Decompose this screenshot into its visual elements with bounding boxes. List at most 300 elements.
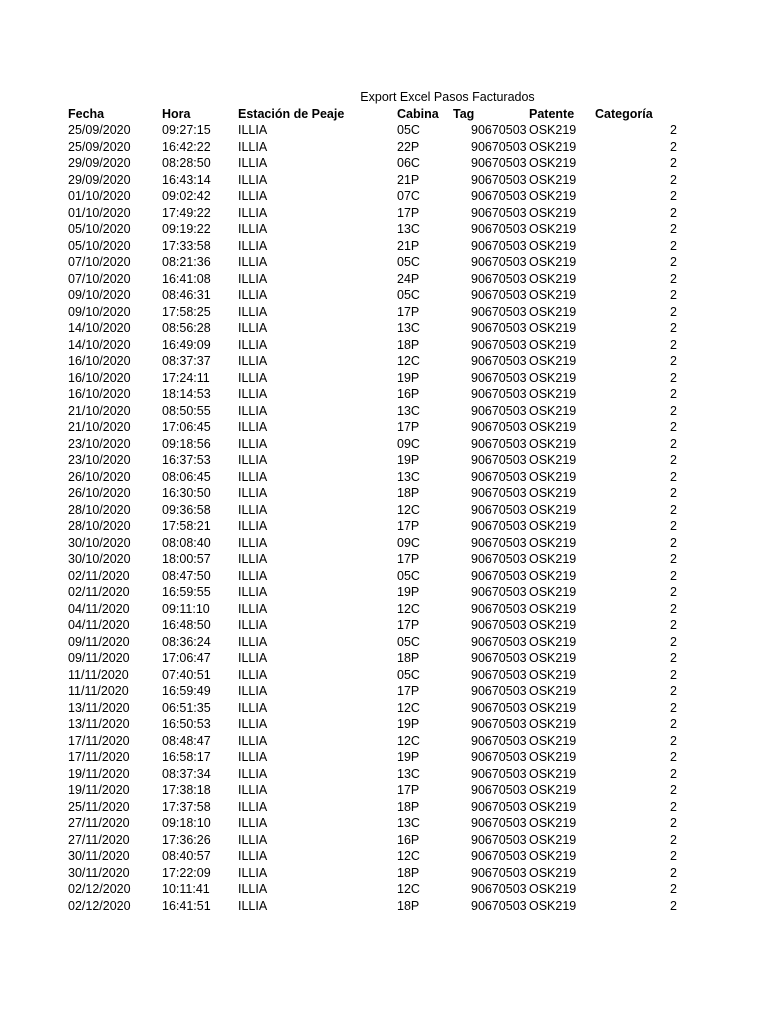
table-row: [0, 155, 768, 172]
cell-hora: 16:37:53: [162, 453, 211, 467]
cell-hora: 07:40:51: [162, 667, 211, 682]
cell-fecha: 14/10/2020: [68, 321, 131, 335]
cell-fecha: 09/10/2020: [68, 304, 131, 319]
cell-hora: 09:27:15: [162, 123, 211, 137]
header-estacion: Estación de Peaje: [238, 107, 345, 121]
cell-patente: OSK219: [529, 750, 577, 764]
cell-hora: 16:59:55: [162, 585, 211, 599]
cell-hora: 17:37:58: [162, 799, 211, 814]
cell-patente: OSK219: [529, 156, 577, 170]
cell-patente: OSK219: [529, 832, 577, 847]
cell-fecha: 30/10/2020: [68, 552, 131, 566]
cell-hora: 16:43:14: [162, 172, 211, 187]
table-row: [0, 419, 768, 436]
cell-categoria: 2: [670, 304, 677, 319]
cell-cabina: 19P: [397, 453, 420, 467]
cell-cabina: 17P: [397, 684, 420, 698]
cell-categoria: 2: [670, 205, 677, 220]
cell-hora: 08:37:37: [162, 354, 211, 368]
table-row: [0, 667, 768, 684]
table-row: [0, 254, 768, 271]
cell-categoria: 2: [670, 585, 677, 599]
cell-categoria: 2: [670, 634, 677, 649]
cell-estacion: ILLIA: [238, 552, 268, 566]
table-row: [0, 700, 768, 717]
cell-categoria: 2: [670, 420, 677, 434]
cell-cabina: 17P: [397, 420, 420, 434]
cell-hora: 08:48:47: [162, 733, 211, 748]
cell-fecha: 02/12/2020: [68, 898, 131, 913]
cell-categoria: 2: [670, 750, 677, 764]
cell-hora: 17:38:18: [162, 783, 211, 797]
cell-tag: 90670503: [471, 733, 527, 748]
cell-hora: 17:06:45: [162, 420, 211, 434]
table-row: [0, 782, 768, 799]
cell-tag: 90670503: [471, 832, 527, 847]
cell-hora: 08:08:40: [162, 535, 211, 550]
cell-estacion: ILLIA: [238, 304, 268, 319]
cell-hora: 17:06:47: [162, 651, 211, 665]
cell-cabina: 09C: [397, 535, 420, 550]
cell-estacion: ILLIA: [238, 733, 268, 748]
cell-categoria: 2: [670, 337, 677, 352]
cell-categoria: 2: [670, 139, 677, 154]
cell-estacion: ILLIA: [238, 651, 268, 665]
cell-patente: OSK219: [529, 453, 577, 467]
cell-categoria: 2: [670, 651, 677, 665]
cell-tag: 90670503: [471, 684, 527, 698]
cell-hora: 17:58:21: [162, 519, 211, 533]
cell-patente: OSK219: [529, 354, 577, 368]
cell-patente: OSK219: [529, 139, 577, 154]
cell-categoria: 2: [670, 816, 677, 830]
cell-categoria: 2: [670, 700, 677, 715]
cell-patente: OSK219: [529, 816, 577, 830]
cell-cabina: 05C: [397, 255, 420, 269]
cell-cabina: 12C: [397, 882, 420, 896]
cell-patente: OSK219: [529, 898, 577, 913]
cell-estacion: ILLIA: [238, 585, 268, 599]
table-row: [0, 205, 768, 222]
cell-patente: OSK219: [529, 618, 577, 632]
cell-cabina: 13C: [397, 766, 420, 781]
cell-cabina: 18P: [397, 865, 420, 880]
cell-categoria: 2: [670, 123, 677, 137]
cell-estacion: ILLIA: [238, 618, 268, 632]
cell-tag: 90670503: [471, 585, 527, 599]
cell-fecha: 23/10/2020: [68, 453, 131, 467]
cell-hora: 16:48:50: [162, 618, 211, 632]
cell-estacion: ILLIA: [238, 634, 268, 649]
cell-fecha: 25/09/2020: [68, 139, 131, 154]
cell-patente: OSK219: [529, 733, 577, 748]
table-row: [0, 386, 768, 403]
cell-tag: 90670503: [471, 519, 527, 533]
cell-cabina: 17P: [397, 783, 420, 797]
cell-estacion: ILLIA: [238, 123, 268, 137]
table-row: [0, 485, 768, 502]
cell-hora: 16:49:09: [162, 337, 211, 352]
table-row: [0, 749, 768, 766]
cell-hora: 08:37:34: [162, 766, 211, 781]
cell-cabina: 18P: [397, 337, 420, 352]
table-row: [0, 568, 768, 585]
cell-categoria: 2: [670, 370, 677, 385]
cell-fecha: 02/11/2020: [68, 568, 130, 583]
cell-tag: 90670503: [471, 816, 527, 830]
cell-estacion: ILLIA: [238, 535, 268, 550]
cell-categoria: 2: [670, 519, 677, 533]
cell-fecha: 09/11/2020: [68, 634, 130, 649]
cell-categoria: 2: [670, 535, 677, 550]
cell-hora: 09:18:10: [162, 816, 211, 830]
cell-cabina: 18P: [397, 651, 420, 665]
cell-tag: 90670503: [471, 321, 527, 335]
cell-patente: OSK219: [529, 420, 577, 434]
cell-hora: 08:21:36: [162, 255, 211, 269]
cell-tag: 90670503: [471, 634, 527, 649]
table-row: [0, 122, 768, 139]
cell-categoria: 2: [670, 667, 677, 682]
cell-cabina: 12C: [397, 700, 420, 715]
table-row: [0, 353, 768, 370]
header-patente: Patente: [529, 107, 575, 121]
cell-fecha: 05/10/2020: [68, 238, 131, 253]
cell-hora: 16:41:08: [162, 271, 211, 286]
cell-tag: 90670503: [471, 123, 527, 137]
cell-cabina: 16P: [397, 832, 420, 847]
cell-fecha: 02/12/2020: [68, 882, 131, 896]
cell-estacion: ILLIA: [238, 139, 268, 154]
cell-estacion: ILLIA: [238, 403, 268, 418]
cell-tag: 90670503: [471, 453, 527, 467]
cell-categoria: 2: [670, 799, 677, 814]
cell-estacion: ILLIA: [238, 750, 268, 764]
cell-cabina: 16P: [397, 387, 420, 401]
cell-tag: 90670503: [471, 255, 527, 269]
cell-fecha: 28/10/2020: [68, 519, 131, 533]
cell-patente: OSK219: [529, 882, 577, 896]
cell-estacion: ILLIA: [238, 172, 268, 187]
cell-estacion: ILLIA: [238, 667, 268, 682]
table-row: [0, 898, 768, 915]
cell-patente: OSK219: [529, 337, 577, 352]
cell-patente: OSK219: [529, 519, 577, 533]
cell-tag: 90670503: [471, 799, 527, 814]
table-row: [0, 535, 768, 552]
cell-fecha: 04/11/2020: [68, 601, 130, 616]
cell-categoria: 2: [670, 717, 677, 731]
cell-cabina: 12C: [397, 733, 420, 748]
cell-patente: OSK219: [529, 436, 577, 451]
cell-fecha: 14/10/2020: [68, 337, 131, 352]
cell-estacion: ILLIA: [238, 882, 268, 896]
cell-fecha: 01/10/2020: [68, 205, 131, 220]
cell-estacion: ILLIA: [238, 717, 268, 731]
cell-fecha: 13/11/2020: [68, 717, 130, 731]
cell-hora: 08:47:50: [162, 568, 211, 583]
cell-categoria: 2: [670, 882, 677, 896]
cell-categoria: 2: [670, 486, 677, 500]
table-row: [0, 139, 768, 156]
table-row: [0, 172, 768, 189]
cell-patente: OSK219: [529, 849, 577, 863]
cell-tag: 90670503: [471, 865, 527, 880]
table-row: [0, 716, 768, 733]
table-row: [0, 436, 768, 453]
cell-tag: 90670503: [471, 288, 527, 302]
table-row: [0, 848, 768, 865]
cell-estacion: ILLIA: [238, 420, 268, 434]
cell-cabina: 17P: [397, 552, 420, 566]
cell-fecha: 09/10/2020: [68, 288, 131, 302]
cell-hora: 08:28:50: [162, 156, 211, 170]
cell-estacion: ILLIA: [238, 387, 268, 401]
cell-cabina: 13C: [397, 321, 420, 335]
cell-patente: OSK219: [529, 585, 577, 599]
cell-hora: 06:51:35: [162, 700, 211, 715]
cell-patente: OSK219: [529, 271, 577, 286]
cell-estacion: ILLIA: [238, 865, 268, 880]
cell-categoria: 2: [670, 568, 677, 583]
cell-cabina: 18P: [397, 898, 420, 913]
cell-categoria: 2: [670, 684, 677, 698]
cell-estacion: ILLIA: [238, 519, 268, 533]
cell-estacion: ILLIA: [238, 370, 268, 385]
cell-cabina: 24P: [397, 271, 420, 286]
cell-estacion: ILLIA: [238, 354, 268, 368]
cell-fecha: 16/10/2020: [68, 387, 131, 401]
table-row: [0, 601, 768, 618]
cell-cabina: 13C: [397, 222, 420, 236]
cell-fecha: 11/11/2020: [68, 684, 129, 698]
cell-fecha: 29/09/2020: [68, 172, 131, 187]
table-row: [0, 650, 768, 667]
cell-tag: 90670503: [471, 766, 527, 781]
cell-hora: 09:36:58: [162, 502, 211, 517]
cell-categoria: 2: [670, 288, 677, 302]
cell-patente: OSK219: [529, 783, 577, 797]
cell-categoria: 2: [670, 436, 677, 451]
cell-patente: OSK219: [529, 486, 577, 500]
cell-fecha: 17/11/2020: [68, 750, 130, 764]
sheet-title: Export Excel Pasos Facturados: [360, 90, 535, 104]
cell-hora: 08:06:45: [162, 469, 211, 484]
cell-tag: 90670503: [471, 486, 527, 500]
cell-tag: 90670503: [471, 618, 527, 632]
cell-cabina: 19P: [397, 750, 420, 764]
table-row: [0, 617, 768, 634]
cell-estacion: ILLIA: [238, 271, 268, 286]
cell-categoria: 2: [670, 189, 677, 203]
cell-hora: 17:49:22: [162, 205, 211, 220]
cell-cabina: 05C: [397, 123, 420, 137]
cell-patente: OSK219: [529, 387, 577, 401]
cell-patente: OSK219: [529, 469, 577, 484]
cell-categoria: 2: [670, 172, 677, 187]
cell-hora: 08:56:28: [162, 321, 211, 335]
cell-fecha: 04/11/2020: [68, 618, 130, 632]
cell-fecha: 13/11/2020: [68, 700, 130, 715]
cell-cabina: 22P: [397, 139, 420, 154]
cell-cabina: 05C: [397, 667, 420, 682]
table-row: [0, 518, 768, 535]
cell-tag: 90670503: [471, 172, 527, 187]
cell-fecha: 16/10/2020: [68, 354, 131, 368]
cell-estacion: ILLIA: [238, 222, 268, 236]
cell-hora: 16:42:22: [162, 139, 211, 154]
cell-patente: OSK219: [529, 634, 577, 649]
cell-categoria: 2: [670, 255, 677, 269]
cell-categoria: 2: [670, 865, 677, 880]
cell-tag: 90670503: [471, 436, 527, 451]
cell-patente: OSK219: [529, 321, 577, 335]
cell-fecha: 02/11/2020: [68, 585, 130, 599]
cell-estacion: ILLIA: [238, 700, 268, 715]
cell-cabina: 21P: [397, 238, 420, 253]
cell-hora: 09:11:10: [162, 601, 210, 616]
cell-fecha: 01/10/2020: [68, 189, 131, 203]
cell-cabina: 19P: [397, 585, 420, 599]
cell-tag: 90670503: [471, 502, 527, 517]
cell-hora: 18:00:57: [162, 552, 211, 566]
table-row: [0, 238, 768, 255]
table-row: [0, 469, 768, 486]
cell-cabina: 12C: [397, 502, 420, 517]
table-row: [0, 370, 768, 387]
cell-fecha: 29/09/2020: [68, 156, 131, 170]
cell-categoria: 2: [670, 832, 677, 847]
cell-categoria: 2: [670, 783, 677, 797]
cell-patente: OSK219: [529, 370, 577, 385]
cell-tag: 90670503: [471, 535, 527, 550]
header-cabina: Cabina: [397, 107, 439, 121]
cell-tag: 90670503: [471, 222, 527, 236]
table-row: [0, 881, 768, 898]
cell-tag: 90670503: [471, 370, 527, 385]
cell-estacion: ILLIA: [238, 766, 268, 781]
table-row: [0, 221, 768, 238]
cell-fecha: 19/11/2020: [68, 783, 130, 797]
cell-categoria: 2: [670, 354, 677, 368]
cell-fecha: 19/11/2020: [68, 766, 130, 781]
cell-cabina: 12C: [397, 354, 420, 368]
cell-tag: 90670503: [471, 750, 527, 764]
cell-tag: 90670503: [471, 552, 527, 566]
cell-fecha: 27/11/2020: [68, 816, 130, 830]
cell-categoria: 2: [670, 238, 677, 253]
cell-estacion: ILLIA: [238, 156, 268, 170]
cell-fecha: 30/10/2020: [68, 535, 131, 550]
cell-patente: OSK219: [529, 865, 577, 880]
cell-patente: OSK219: [529, 123, 577, 137]
cell-fecha: 30/11/2020: [68, 849, 130, 863]
cell-hora: 08:40:57: [162, 849, 211, 863]
cell-patente: OSK219: [529, 535, 577, 550]
cell-tag: 90670503: [471, 271, 527, 286]
cell-hora: 08:46:31: [162, 288, 211, 302]
table-row: [0, 337, 768, 354]
cell-patente: OSK219: [529, 255, 577, 269]
cell-categoria: 2: [670, 156, 677, 170]
cell-cabina: 07C: [397, 189, 420, 203]
table-row: [0, 815, 768, 832]
cell-cabina: 13C: [397, 816, 420, 830]
cell-fecha: 05/10/2020: [68, 222, 131, 236]
cell-tag: 90670503: [471, 882, 527, 896]
cell-cabina: 05C: [397, 288, 420, 302]
cell-cabina: 17P: [397, 618, 420, 632]
cell-estacion: ILLIA: [238, 898, 268, 913]
cell-categoria: 2: [670, 271, 677, 286]
cell-fecha: 21/10/2020: [68, 403, 131, 418]
cell-patente: OSK219: [529, 700, 577, 715]
cell-cabina: 21P: [397, 172, 420, 187]
cell-tag: 90670503: [471, 601, 527, 616]
cell-hora: 09:02:42: [162, 189, 211, 203]
cell-estacion: ILLIA: [238, 189, 268, 203]
cell-tag: 90670503: [471, 783, 527, 797]
cell-patente: OSK219: [529, 403, 577, 418]
cell-cabina: 17P: [397, 205, 420, 220]
cell-estacion: ILLIA: [238, 469, 268, 484]
cell-cabina: 18P: [397, 486, 420, 500]
cell-estacion: ILLIA: [238, 849, 268, 863]
cell-estacion: ILLIA: [238, 238, 268, 253]
cell-tag: 90670503: [471, 337, 527, 352]
cell-fecha: 07/10/2020: [68, 271, 131, 286]
cell-patente: OSK219: [529, 222, 577, 236]
cell-tag: 90670503: [471, 304, 527, 319]
cell-hora: 16:30:50: [162, 486, 211, 500]
cell-hora: 08:36:24: [162, 634, 211, 649]
cell-fecha: 09/11/2020: [68, 651, 130, 665]
cell-cabina: 13C: [397, 403, 420, 418]
cell-fecha: 27/11/2020: [68, 832, 130, 847]
cell-hora: 16:41:51: [162, 898, 211, 913]
table-row: [0, 832, 768, 849]
cell-categoria: 2: [670, 898, 677, 913]
cell-tag: 90670503: [471, 898, 527, 913]
cell-hora: 17:58:25: [162, 304, 211, 319]
cell-patente: OSK219: [529, 189, 577, 203]
cell-tag: 90670503: [471, 238, 527, 253]
table-row: [0, 865, 768, 882]
cell-tag: 90670503: [471, 189, 527, 203]
cell-hora: 16:58:17: [162, 750, 211, 764]
cell-categoria: 2: [670, 387, 677, 401]
cell-estacion: ILLIA: [238, 601, 268, 616]
cell-patente: OSK219: [529, 667, 577, 682]
cell-cabina: 09C: [397, 436, 420, 451]
cell-cabina: 05C: [397, 568, 420, 583]
cell-fecha: 26/10/2020: [68, 486, 131, 500]
cell-tag: 90670503: [471, 420, 527, 434]
header-tag: Tag: [453, 107, 475, 121]
cell-categoria: 2: [670, 849, 677, 863]
cell-cabina: 17P: [397, 304, 420, 319]
cell-hora: 16:59:49: [162, 684, 211, 698]
cell-categoria: 2: [670, 618, 677, 632]
cell-fecha: 23/10/2020: [68, 436, 131, 451]
cell-estacion: ILLIA: [238, 568, 268, 583]
cell-categoria: 2: [670, 502, 677, 517]
cell-tag: 90670503: [471, 717, 527, 731]
cell-patente: OSK219: [529, 238, 577, 253]
cell-patente: OSK219: [529, 799, 577, 814]
cell-tag: 90670503: [471, 651, 527, 665]
cell-patente: OSK219: [529, 717, 577, 731]
